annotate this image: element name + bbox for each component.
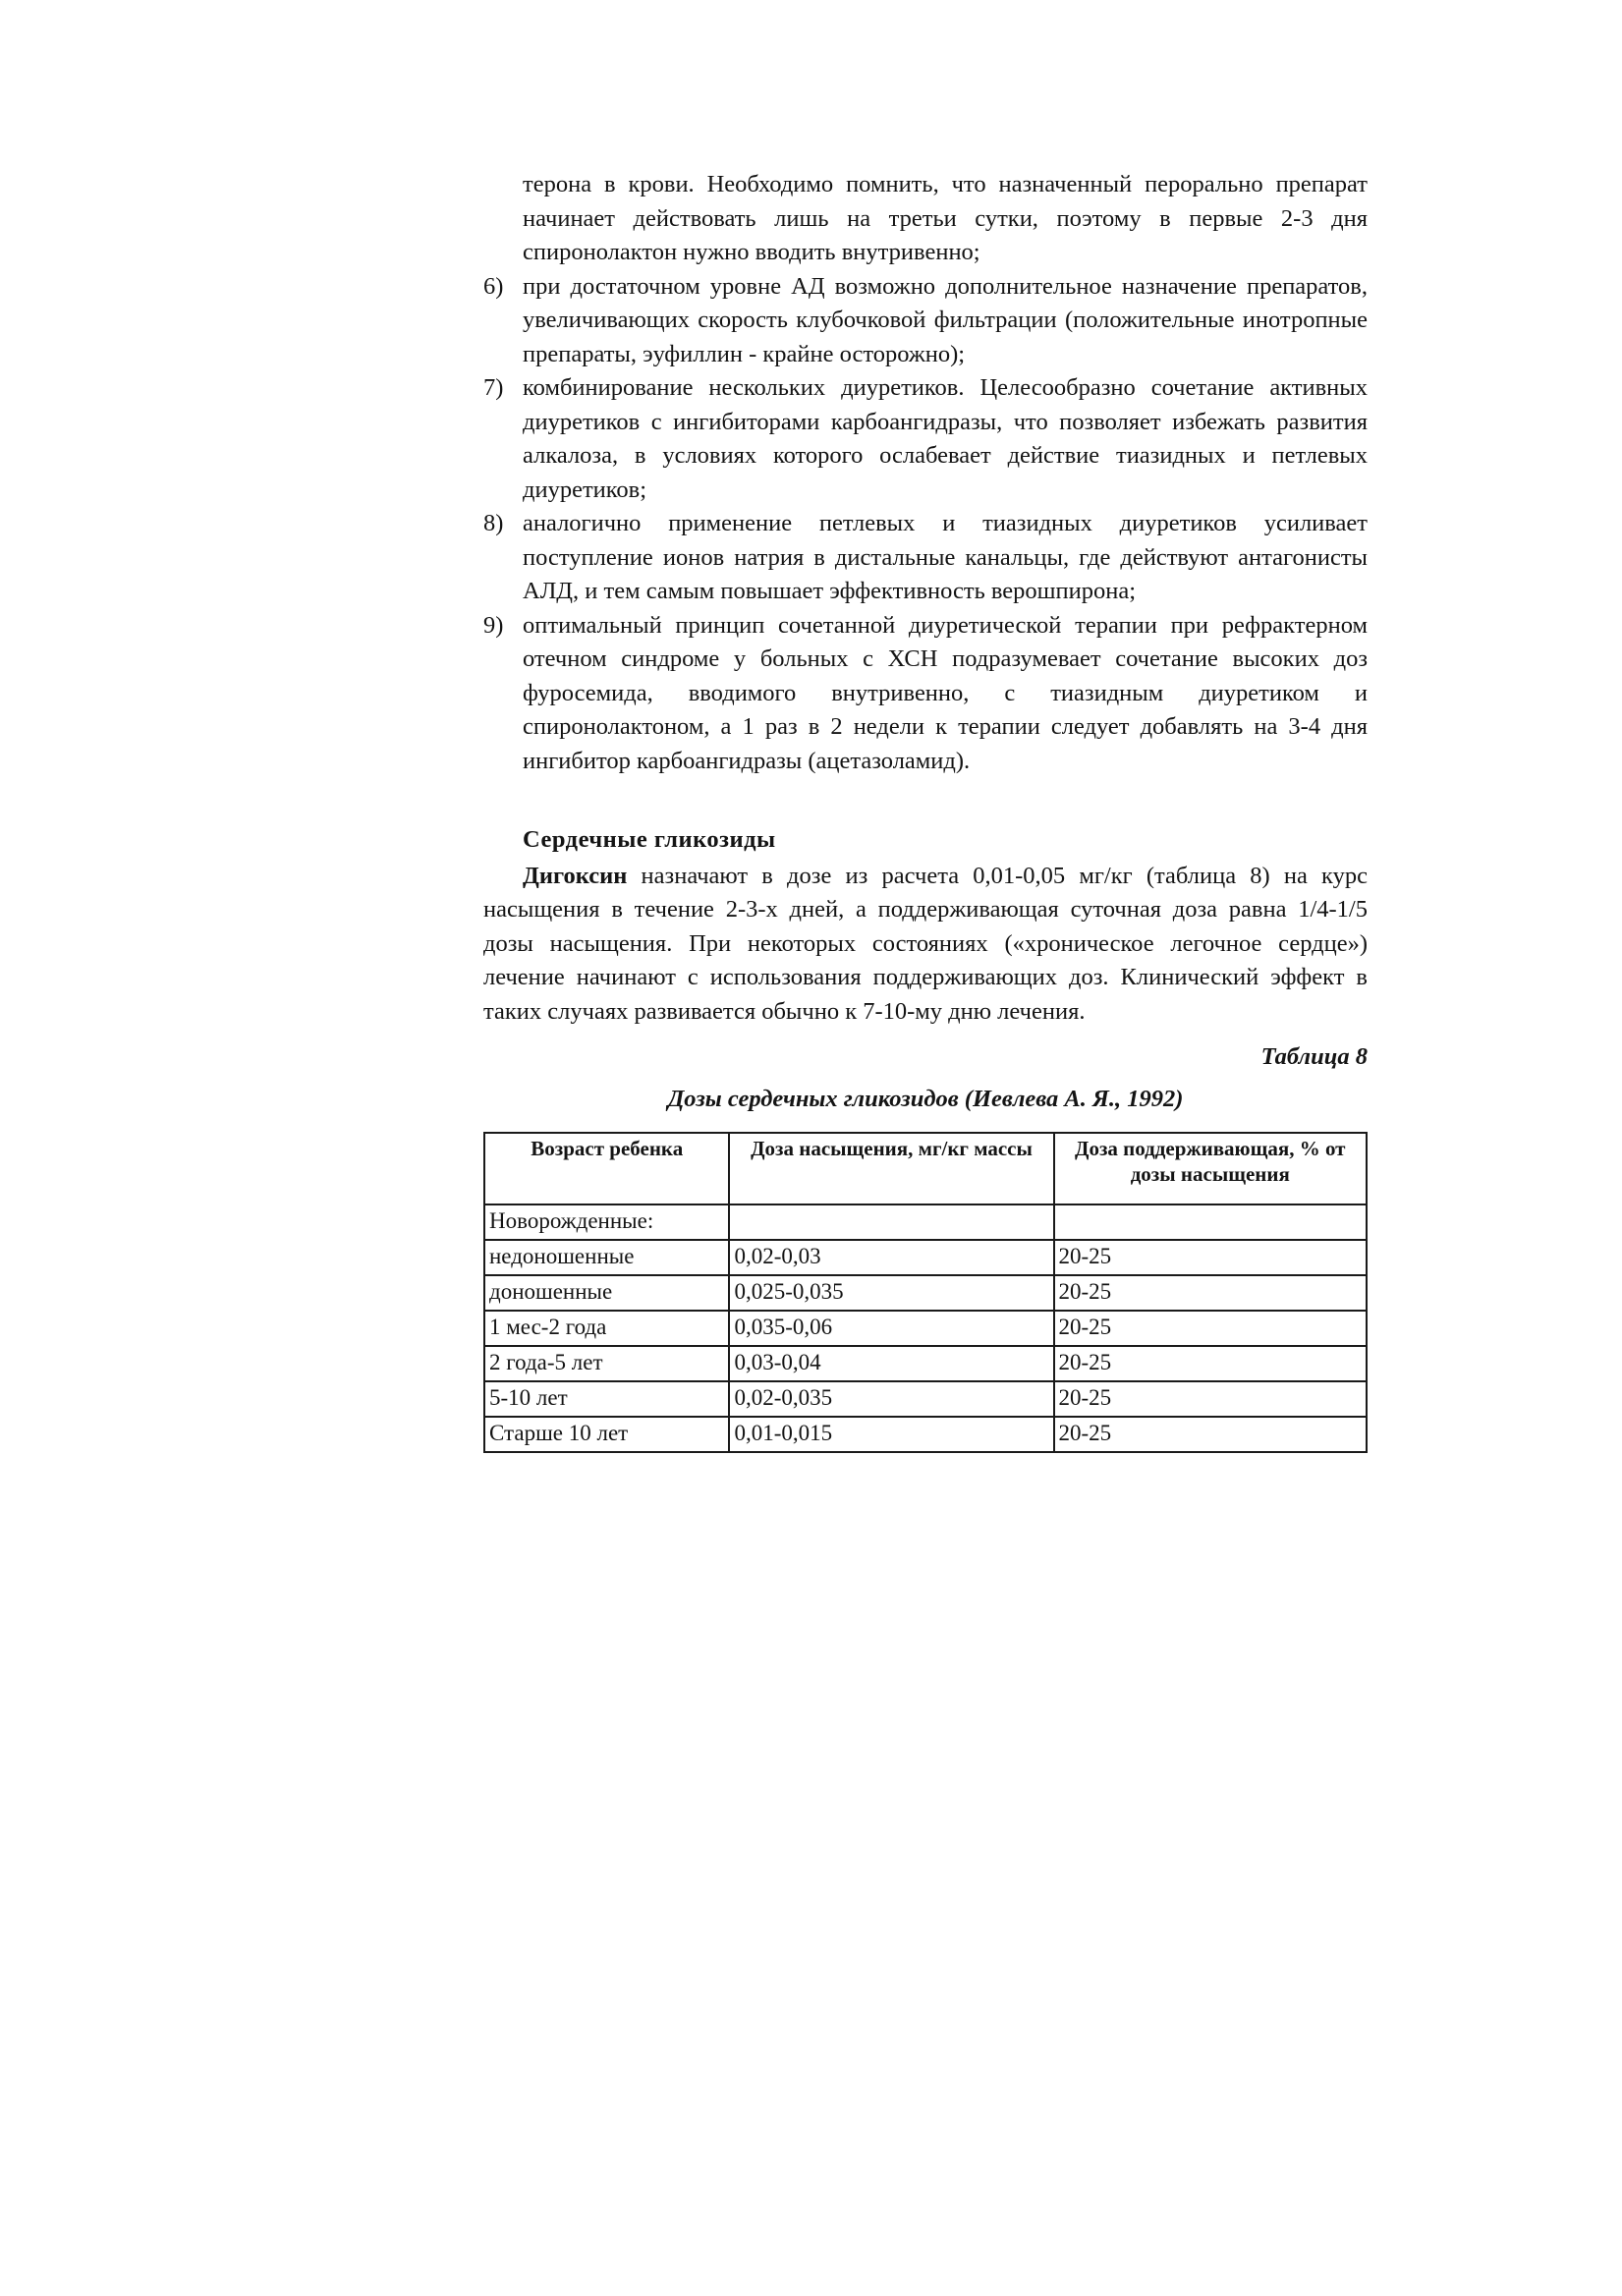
list-item-text: оптимальный принцип сочетанной диуретической терапии при рефрактерном отечном синдроме у больных с ХСН подразумевает сочетание высоких доз фуросемида, вводимого внутривенно, с тиазидным диуретиком и спиронолактоном, а 1 раз в 2 недели к терапии следует добавлять на 3-4 дня ингибитор карбоангидразы (ацетазоламид). bbox=[523, 611, 1368, 774]
table-row bbox=[484, 1275, 1367, 1311]
table-cell-age: 5-10 лет bbox=[484, 1381, 729, 1417]
table-cell-loading-dose: 0,025-0,035 bbox=[729, 1275, 1053, 1311]
table-cell-loading-dose: 0,035-0,06 bbox=[729, 1311, 1053, 1346]
list-item bbox=[483, 371, 1368, 507]
table-cell-loading-dose bbox=[729, 1204, 1053, 1240]
table-cell-age: доношенные bbox=[484, 1275, 729, 1311]
table-cell-maintenance-dose: 20-25 bbox=[1054, 1346, 1367, 1381]
list-item bbox=[483, 507, 1368, 609]
column-header-maintenance-dose: Доза поддерживающая, % от дозы насыщения bbox=[1054, 1133, 1367, 1204]
table-cell-loading-dose: 0,02-0,035 bbox=[729, 1381, 1053, 1417]
table-row bbox=[484, 1381, 1367, 1417]
table-cell-age: Старше 10 лет bbox=[484, 1417, 729, 1452]
numbered-list bbox=[483, 270, 1368, 779]
run-in-heading: Дигоксин bbox=[523, 862, 628, 889]
table-cell-maintenance-dose: 20-25 bbox=[1054, 1381, 1367, 1417]
list-item-text: комбинирование нескольких диуретиков. Целесообразно сочетание активных диуретиков с ингибиторами карбоангидразы, что позволяет избежать развития алкалоза, в условиях которого ослабевает действие тиазидных и петлевых диуретиков; bbox=[523, 374, 1368, 503]
list-item-number: 7) bbox=[483, 374, 504, 401]
list-item-number: 8) bbox=[483, 510, 504, 536]
list-item-number: 6) bbox=[483, 272, 504, 300]
text-block bbox=[483, 168, 1368, 1453]
column-header-age: Возраст ребенка bbox=[484, 1133, 729, 1204]
table-cell-loading-dose: 0,03-0,04 bbox=[729, 1346, 1053, 1381]
list-item bbox=[483, 270, 1368, 372]
table-cell-maintenance-dose: 20-25 bbox=[1054, 1240, 1367, 1275]
digoxin-paragraph bbox=[483, 860, 1368, 1030]
table-cell-maintenance-dose: 20-25 bbox=[1054, 1417, 1367, 1452]
table-cell-age: Новорожденные: bbox=[484, 1204, 729, 1240]
table-header-row bbox=[484, 1133, 1367, 1204]
table-cell-age: 2 года-5 лет bbox=[484, 1346, 729, 1381]
table-title: Дозы сердечных гликозидов (Иевлева А. Я., 1992) bbox=[667, 1085, 1184, 1112]
table-cell-maintenance-dose bbox=[1054, 1204, 1367, 1240]
paragraph-text: назначают в дозе из расчета 0,01-0,05 мг/кг (таблица 8) на курс насыщения в течение 2-3-х дней, а поддерживающая суточная доза равна 1/4-1/5 дозы насыщения. При некоторых состояниях («хроническое легочное сердце») лечение начинают с использования поддерживающих доз. Клинический эффект в таких случаях развивается обычно к 7-10-му дню лечения. bbox=[483, 862, 1368, 1025]
table-row bbox=[484, 1204, 1367, 1240]
list-item-text: аналогично применение петлевых и тиазидных диуретиков усиливает поступление ионов натрия в дистальные канальцы, где действуют антагонисты АЛД, и тем самым повышает эффективность верошпирона; bbox=[523, 510, 1368, 604]
table-cell-age: 1 мес-2 года bbox=[484, 1311, 729, 1346]
table-cell-maintenance-dose: 20-25 bbox=[1054, 1275, 1367, 1311]
table-cell-age: недоношенные bbox=[484, 1240, 729, 1275]
list-item-text: при достаточном уровне АД возможно дополнительное назначение препаратов, увеличивающих скорость клубочковой фильтрации (положительные инотропные препараты, эуфиллин - крайне осторожно); bbox=[523, 272, 1368, 367]
table-cell-loading-dose: 0,02-0,03 bbox=[729, 1240, 1053, 1275]
section-heading: Сердечные гликозиды bbox=[523, 826, 776, 853]
table-cell-maintenance-dose: 20-25 bbox=[1054, 1311, 1367, 1346]
dose-table bbox=[483, 1132, 1368, 1453]
continued-list-text: терона в крови. Необходимо помнить, что назначенный перорально препарат начинает действовать лишь на третьи сутки, поэтому в первые 2-3 дня спиронолактон нужно вводить внутривенно; bbox=[523, 171, 1368, 265]
table-row bbox=[484, 1240, 1367, 1275]
column-header-loading-dose: Доза насыщения, мг/кг массы bbox=[729, 1133, 1053, 1204]
list-item bbox=[483, 609, 1368, 779]
table-row bbox=[484, 1311, 1367, 1346]
table-row bbox=[484, 1346, 1367, 1381]
table-cell-loading-dose: 0,01-0,015 bbox=[729, 1417, 1053, 1452]
table-row bbox=[484, 1417, 1367, 1452]
table-caption: Таблица 8 bbox=[1260, 1043, 1368, 1070]
list-item-number: 9) bbox=[483, 611, 504, 639]
